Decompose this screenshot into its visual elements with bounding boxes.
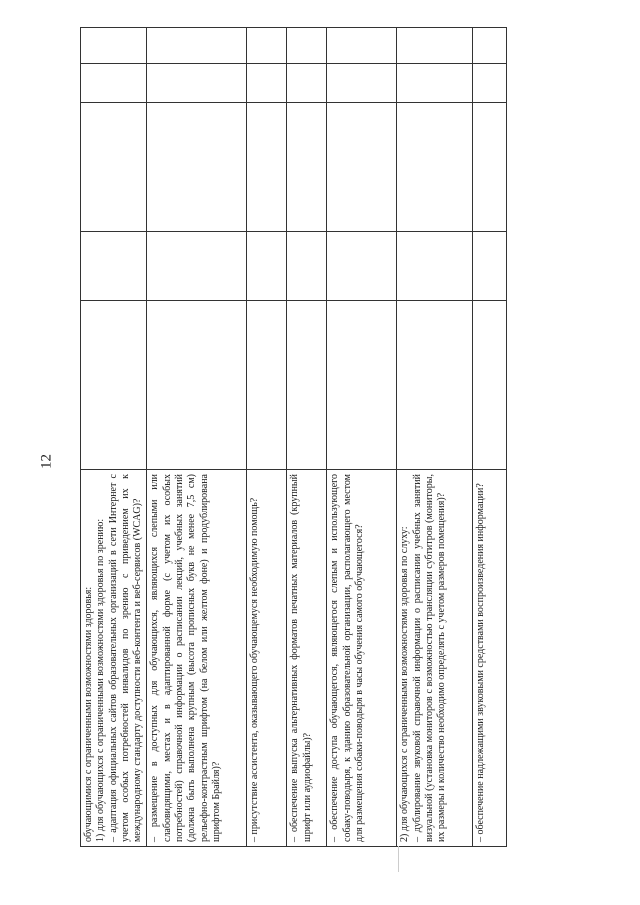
answer-cell — [473, 28, 507, 64]
answer-cell — [327, 103, 397, 232]
scan-artifact-line — [398, 846, 399, 872]
answer-cell — [327, 301, 397, 470]
answer-cell — [327, 28, 397, 64]
question-cell — [327, 470, 397, 847]
answer-cell — [327, 232, 397, 301]
question-cell — [287, 470, 327, 847]
question-text: 1) для обучающихся с ограниченными возможностями здоровья по зрению: — [95, 518, 107, 842]
answer-cell — [473, 103, 507, 232]
question-cell — [397, 470, 473, 847]
table-row — [473, 28, 507, 847]
answer-cell — [81, 232, 147, 301]
answer-cell — [473, 301, 507, 470]
table-row — [287, 28, 327, 847]
question-text: – обеспечение выпуска альтернативных форматов печатных материалов (крупный шрифт или аудиофайлы)? — [289, 474, 313, 842]
answer-cell — [397, 28, 473, 64]
answer-cell — [81, 64, 147, 103]
questionnaire-table — [80, 27, 507, 847]
page-number: 12 — [38, 454, 55, 469]
question-cell — [247, 470, 287, 847]
answer-cell — [397, 301, 473, 470]
answer-cell — [147, 232, 247, 301]
question-text: – дублирование звуковой справочной информации о расписании учебных занятий визуальной (установка мониторов с возможностью трансляции субтитров (мониторы, их размеры и количество необходимо определять с учетом размеров помещения)? — [411, 474, 448, 842]
question-text: – обеспечение доступа обучающегося, являющегося слепым и использующего собаку-поводыря, к зданию образовательной организации, располагающего местом для размещения собаки-поводыря в часы обучения самого обучающегося? — [329, 474, 366, 842]
answer-cell — [327, 64, 397, 103]
answer-cell — [147, 301, 247, 470]
question-text: – обеспечение надлежащими звуковыми средствами воспроизведения информации? — [475, 483, 487, 842]
answer-cell — [147, 103, 247, 232]
question-cell — [473, 470, 507, 847]
answer-cell — [287, 64, 327, 103]
answer-cell — [287, 28, 327, 64]
answer-cell — [473, 232, 507, 301]
rotated-table — [80, 62, 595, 847]
table-row — [327, 28, 397, 847]
answer-cell — [247, 103, 287, 232]
question-text: – присутствие ассистента, оказывающего обучающемуся необходимую помощь? — [249, 497, 261, 842]
answer-cell — [287, 103, 327, 232]
answer-cell — [147, 28, 247, 64]
question-cell — [147, 470, 247, 847]
questionnaire-table-container — [80, 62, 595, 847]
answer-cell — [81, 301, 147, 470]
answer-cell — [247, 301, 287, 470]
answer-cell — [247, 232, 287, 301]
answer-cell — [81, 28, 147, 64]
question-text: – размещение в доступных для обучающихся, являющихся слепыми или слабовидящими, местах и в адаптированной форме (с учетом их особых потребностей) справочной информации о расписании лекций, учебных занятий (должна быть выполнена крупным (высота прописных букв не менее 7,5 см) рельефно-контрастным шрифтом (на белом или желтом фоне) и продублирована шрифтом Брайля)? — [149, 474, 222, 842]
answer-cell — [287, 301, 327, 470]
table-row — [147, 28, 247, 847]
question-text: обучающимися с ограниченными возможностями здоровья: — [83, 586, 94, 842]
answer-cell — [397, 103, 473, 232]
table-row — [397, 28, 473, 847]
answer-cell — [473, 64, 507, 103]
answer-cell — [147, 64, 247, 103]
answer-cell — [287, 232, 327, 301]
question-text: – адаптация официальных сайтов образовательных организаций в сети Интернет с учетом особых потребностей инвалидов по зрению с приведением их к международному стандарту доступности веб-контента и веб-сервисов (WCAG)? — [107, 474, 144, 842]
question-text: 2) для обучающихся с ограниченными возможностями здоровья по слуху: — [399, 526, 411, 842]
table-row — [81, 28, 147, 847]
answer-cell — [397, 64, 473, 103]
answer-cell — [397, 232, 473, 301]
answer-cell — [247, 64, 287, 103]
answer-cell — [247, 28, 287, 64]
table-row — [247, 28, 287, 847]
answer-cell — [81, 103, 147, 232]
question-cell — [81, 470, 147, 847]
